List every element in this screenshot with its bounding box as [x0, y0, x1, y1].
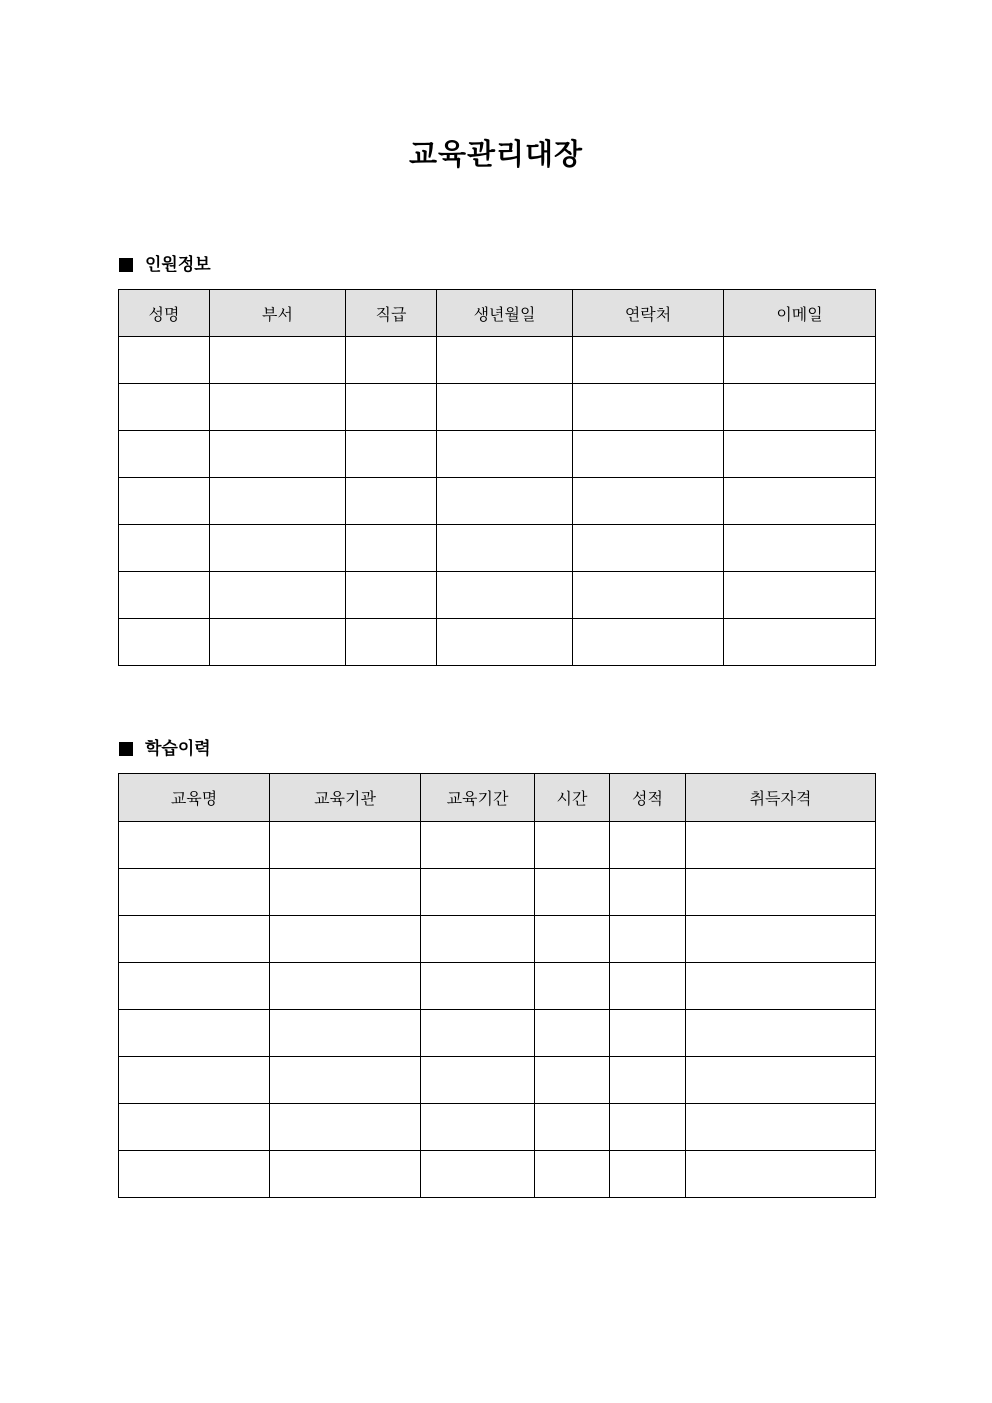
staff-section-title: 인원정보 — [145, 255, 211, 275]
table-cell[interactable] — [535, 1151, 610, 1198]
table-cell[interactable] — [119, 384, 210, 431]
table-cell[interactable] — [421, 869, 535, 916]
table-cell[interactable] — [210, 619, 346, 666]
table-row — [119, 619, 876, 666]
column-header-course-name: 교육명 — [119, 774, 270, 822]
table-cell[interactable] — [724, 572, 876, 619]
column-header-qualification: 취득자격 — [686, 774, 876, 822]
table-row — [119, 963, 876, 1010]
table-cell[interactable] — [535, 822, 610, 869]
table-row — [119, 1057, 876, 1104]
staff-table — [118, 289, 876, 666]
table-cell[interactable] — [437, 525, 573, 572]
column-header-email: 이메일 — [724, 290, 876, 337]
column-header-score: 성적 — [610, 774, 686, 822]
table-cell[interactable] — [686, 916, 876, 963]
table-cell[interactable] — [270, 1057, 421, 1104]
table-cell[interactable] — [421, 963, 535, 1010]
column-header-department: 부서 — [210, 290, 346, 337]
table-row — [119, 431, 876, 478]
table-cell[interactable] — [210, 525, 346, 572]
table-cell[interactable] — [724, 384, 876, 431]
table-row — [119, 1104, 876, 1151]
table-cell[interactable] — [437, 337, 573, 384]
table-cell[interactable] — [119, 1104, 270, 1151]
table-row — [119, 916, 876, 963]
table-cell[interactable] — [610, 963, 686, 1010]
square-bullet-icon — [119, 742, 133, 756]
table-cell[interactable] — [724, 619, 876, 666]
table-cell[interactable] — [686, 1151, 876, 1198]
column-header-birthdate: 생년월일 — [437, 290, 573, 337]
table-cell[interactable] — [346, 431, 437, 478]
table-cell[interactable] — [421, 1010, 535, 1057]
table-cell[interactable] — [610, 1104, 686, 1151]
table-cell[interactable] — [210, 431, 346, 478]
table-cell[interactable] — [119, 572, 210, 619]
square-bullet-icon — [119, 258, 133, 272]
table-cell[interactable] — [119, 337, 210, 384]
table-cell[interactable] — [270, 916, 421, 963]
table-row — [119, 525, 876, 572]
table-row — [119, 1010, 876, 1057]
table-cell[interactable] — [724, 525, 876, 572]
table-cell[interactable] — [573, 431, 724, 478]
table-cell[interactable] — [437, 619, 573, 666]
table-cell[interactable] — [724, 478, 876, 525]
history-section-title: 학습이력 — [145, 739, 211, 759]
table-cell[interactable] — [210, 572, 346, 619]
table-cell[interactable] — [573, 337, 724, 384]
table-cell[interactable] — [686, 1104, 876, 1151]
table-cell[interactable] — [119, 525, 210, 572]
table-cell[interactable] — [421, 822, 535, 869]
table-cell[interactable] — [210, 478, 346, 525]
table-cell[interactable] — [119, 431, 210, 478]
column-header-name: 성명 — [119, 290, 210, 337]
table-cell[interactable] — [610, 869, 686, 916]
staff-header-row — [119, 290, 876, 337]
history-header-row — [119, 774, 876, 822]
table-cell[interactable] — [270, 1104, 421, 1151]
table-cell[interactable] — [535, 1057, 610, 1104]
table-cell[interactable] — [610, 822, 686, 869]
table-cell[interactable] — [437, 384, 573, 431]
document-title: 교육관리대장 — [408, 137, 584, 171]
table-cell[interactable] — [119, 869, 270, 916]
table-cell[interactable] — [421, 1151, 535, 1198]
table-cell[interactable] — [346, 525, 437, 572]
table-row — [119, 869, 876, 916]
table-cell[interactable] — [686, 1057, 876, 1104]
table-cell[interactable] — [270, 822, 421, 869]
table-cell[interactable] — [119, 1151, 270, 1198]
table-cell[interactable] — [535, 916, 610, 963]
table-row — [119, 384, 876, 431]
table-cell[interactable] — [119, 916, 270, 963]
table-cell[interactable] — [346, 572, 437, 619]
table-cell[interactable] — [535, 1104, 610, 1151]
table-cell[interactable] — [724, 337, 876, 384]
table-cell[interactable] — [119, 822, 270, 869]
table-row — [119, 1151, 876, 1198]
table-cell[interactable] — [610, 1057, 686, 1104]
table-cell[interactable] — [535, 963, 610, 1010]
table-cell[interactable] — [270, 963, 421, 1010]
table-cell[interactable] — [119, 1057, 270, 1104]
table-cell[interactable] — [724, 431, 876, 478]
table-cell[interactable] — [573, 525, 724, 572]
column-header-hours: 시간 — [535, 774, 610, 822]
column-header-contact: 연락처 — [573, 290, 724, 337]
column-header-institution: 교육기관 — [270, 774, 421, 822]
table-cell[interactable] — [437, 572, 573, 619]
table-cell[interactable] — [573, 572, 724, 619]
table-cell[interactable] — [573, 619, 724, 666]
table-cell[interactable] — [119, 478, 210, 525]
table-row — [119, 478, 876, 525]
table-cell[interactable] — [210, 384, 346, 431]
table-cell[interactable] — [270, 869, 421, 916]
table-row — [119, 822, 876, 869]
table-cell[interactable] — [210, 337, 346, 384]
table-cell[interactable] — [346, 337, 437, 384]
table-cell[interactable] — [421, 1057, 535, 1104]
table-cell[interactable] — [535, 869, 610, 916]
table-cell[interactable] — [346, 619, 437, 666]
history-section-heading — [119, 737, 211, 761]
table-cell[interactable] — [573, 384, 724, 431]
table-cell[interactable] — [686, 1010, 876, 1057]
table-cell[interactable] — [270, 1010, 421, 1057]
table-cell[interactable] — [270, 1151, 421, 1198]
table-cell[interactable] — [346, 478, 437, 525]
table-cell[interactable] — [610, 1010, 686, 1057]
table-cell[interactable] — [686, 963, 876, 1010]
table-cell[interactable] — [573, 478, 724, 525]
table-cell[interactable] — [346, 384, 437, 431]
table-cell[interactable] — [119, 1010, 270, 1057]
table-cell[interactable] — [610, 1151, 686, 1198]
column-header-position: 직급 — [346, 290, 437, 337]
table-cell[interactable] — [421, 916, 535, 963]
staff-section-heading — [119, 253, 211, 277]
table-cell[interactable] — [119, 963, 270, 1010]
column-header-period: 교육기간 — [421, 774, 535, 822]
table-cell[interactable] — [686, 869, 876, 916]
table-cell[interactable] — [421, 1104, 535, 1151]
table-cell[interactable] — [535, 1010, 610, 1057]
table-cell[interactable] — [610, 916, 686, 963]
table-cell[interactable] — [686, 822, 876, 869]
table-cell[interactable] — [437, 478, 573, 525]
history-table — [118, 773, 876, 1198]
table-cell[interactable] — [437, 431, 573, 478]
table-row — [119, 337, 876, 384]
table-row — [119, 572, 876, 619]
table-cell[interactable] — [119, 619, 210, 666]
